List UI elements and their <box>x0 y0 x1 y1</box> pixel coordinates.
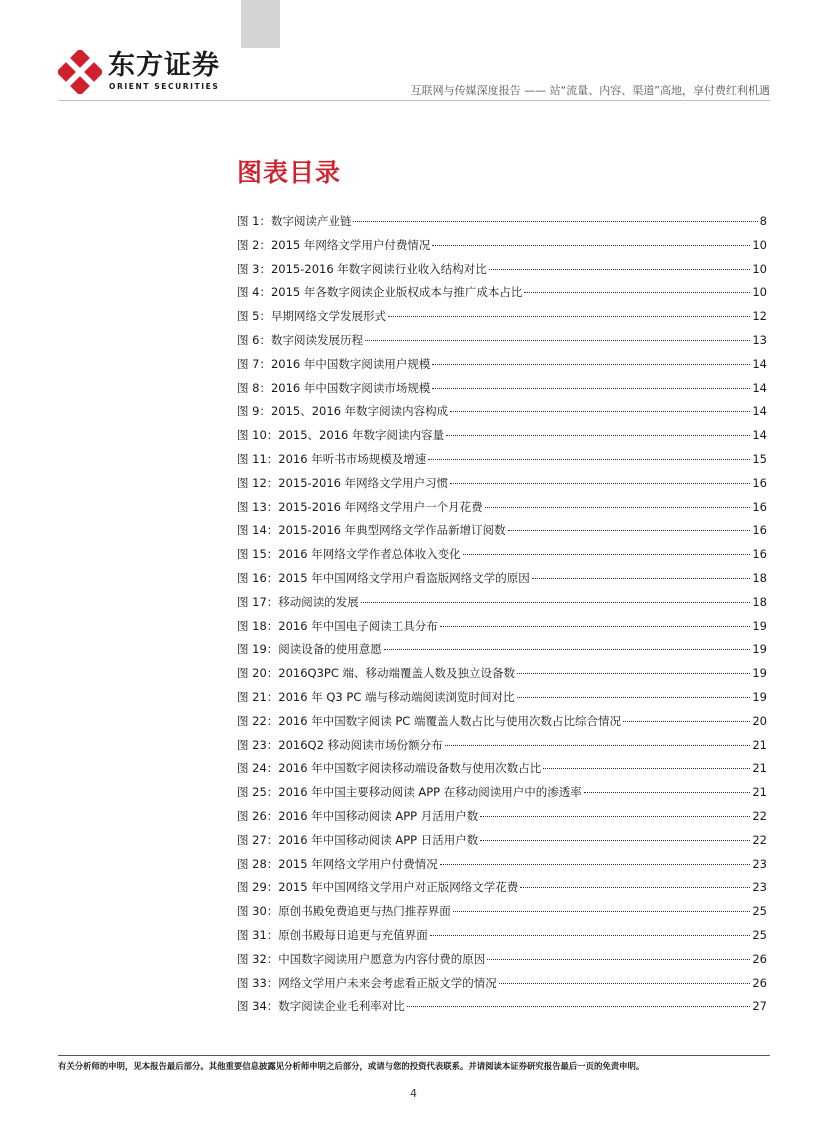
header-top-bar <box>241 0 280 48</box>
toc-dot-leader <box>432 364 750 365</box>
footer-divider <box>58 1055 770 1056</box>
toc-entry-page: 10 <box>752 237 767 252</box>
toc-dot-leader <box>480 816 750 817</box>
toc-dot-leader <box>487 959 750 960</box>
toc-entry[interactable] <box>237 497 767 521</box>
toc-entry-label: 图 4：2015 年各数字阅读企业版权成本与推广成本占比 <box>237 285 523 300</box>
toc-entry[interactable] <box>237 973 767 997</box>
header-divider <box>58 100 770 101</box>
toc-dot-leader <box>584 792 751 793</box>
toc-entry-label: 图 15：2016 年网络文学作者总体收入变化 <box>237 547 461 562</box>
toc-entry-label: 图 8：2016 年中国数字阅读市场规模 <box>237 380 431 395</box>
toc-dot-leader <box>532 578 751 579</box>
toc-entry-label: 图 20：2016Q3PC 端、移动端覆盖人数及独立设备数 <box>237 666 516 681</box>
toc-entry-label: 图 34：数字阅读企业毛利率对比 <box>237 999 405 1014</box>
toc-entry-label: 图 12：2015-2016 年网络文学用户习惯 <box>237 475 449 490</box>
toc-entry-label: 图 24：2016 年中国数字阅读移动端设备数与使用次数占比 <box>237 761 542 776</box>
toc-entry-page: 21 <box>752 737 767 752</box>
toc-dot-leader <box>517 697 751 698</box>
toc-entry[interactable] <box>237 378 767 402</box>
toc-entry-page: 25 <box>752 927 767 942</box>
toc-entry-page: 8 <box>759 214 767 228</box>
toc-entry[interactable] <box>237 616 767 640</box>
toc-entry-page: 22 <box>752 832 767 847</box>
toc-dot-leader <box>453 911 751 912</box>
toc-entry-label: 图 21：2016 年 Q3 PC 端与移动端阅读浏览时间对比 <box>237 689 515 704</box>
toc-entry[interactable] <box>237 949 767 973</box>
toc-entry-page: 26 <box>752 951 767 966</box>
toc-entry[interactable] <box>237 592 767 616</box>
toc-entry-page: 13 <box>752 332 767 347</box>
toc-entry[interactable] <box>237 782 767 806</box>
toc-entry-label: 图 5：早期网络文学发展形式 <box>237 309 386 324</box>
toc-entry-label: 图 3：2015-2016 年数字阅读行业收入结构对比 <box>237 261 487 276</box>
toc-entry[interactable] <box>237 996 767 1020</box>
toc-entry[interactable] <box>237 354 767 378</box>
toc-dot-leader <box>480 840 750 841</box>
orient-logo-icon <box>58 50 102 94</box>
toc-entry-page: 16 <box>752 523 767 538</box>
toc-dot-leader <box>432 245 750 246</box>
toc-entry[interactable] <box>237 901 767 925</box>
toc-entry-page: 23 <box>752 856 767 871</box>
toc-entry-label: 图 26：2016 年中国移动阅读 APP 月活用户数 <box>237 808 479 823</box>
toc-dot-leader <box>489 269 751 270</box>
toc-entry-label: 图 2：2015 年网络文学用户付费情况 <box>237 237 431 252</box>
company-logo <box>58 49 238 95</box>
toc-entry-label: 图 32：中国数字阅读用户愿意为内容付费的原因 <box>237 951 486 966</box>
toc-entry-page: 16 <box>752 547 767 562</box>
toc-dot-leader <box>430 935 751 936</box>
toc-entry-page: 10 <box>752 285 767 300</box>
toc-entry[interactable] <box>237 568 767 592</box>
toc-entry-page: 20 <box>752 713 767 728</box>
toc-entry-label: 图 30：原创书殿免费追更与热门推荐界面 <box>237 904 451 919</box>
toc-entry[interactable] <box>237 687 767 711</box>
toc-entry-label: 图 16：2015 年中国网络文学用户看盗版网络文学的原因 <box>237 570 530 585</box>
toc-entry-label: 图 7：2016 年中国数字阅读用户规模 <box>237 356 431 371</box>
toc-entry-label: 图 10：2015、2016 年数字阅读内容量 <box>237 428 444 443</box>
toc-entry-page: 16 <box>752 499 767 514</box>
toc-entry[interactable] <box>237 306 767 330</box>
toc-entry-label: 图 28：2015 年网络文学用户付费情况 <box>237 856 438 871</box>
toc-entry-label: 图 14：2015-2016 年典型网络文学作品新增订阅数 <box>237 523 506 538</box>
toc-entry-label: 图 11：2016 年听书市场规模及增速 <box>237 451 427 466</box>
toc-entry[interactable] <box>237 711 767 735</box>
toc-entry[interactable] <box>237 235 767 259</box>
brand-name-en: ORIENT SECURITIES <box>109 82 220 91</box>
toc-entry-page: 22 <box>752 808 767 823</box>
toc-entry-page: 26 <box>752 975 767 990</box>
toc-dot-leader <box>440 626 751 627</box>
toc-entry-page: 16 <box>752 475 767 490</box>
toc-entry[interactable] <box>237 735 767 759</box>
footer-disclaimer: 有关分析师的申明，见本报告最后部分。其他重要信息披露见分析师申明之后部分，或请与您的投资代表联系。并请阅读本证券研究报告最后一页的免责申明。 <box>58 1061 645 1071</box>
toc-dot-leader <box>361 602 751 603</box>
toc-dot-leader <box>520 887 750 888</box>
toc-dot-leader <box>445 745 751 746</box>
toc-entry-label: 图 9：2015、2016 年数字阅读内容构成 <box>237 404 449 419</box>
report-header-title: 互联网与传媒深度报告 —— 站“流量、内容、渠道”高地，享付费红利机遇 <box>410 84 770 97</box>
toc-entry-label: 图 17：移动阅读的发展 <box>237 594 359 609</box>
section-title: 图表目录 <box>237 158 342 187</box>
toc-dot-leader <box>508 530 751 531</box>
toc-entry-page: 19 <box>752 642 767 657</box>
toc-entry[interactable] <box>237 211 767 235</box>
toc-dot-leader <box>353 221 757 222</box>
toc-entry-label: 图 25：2016 年中国主要移动阅读 APP 在移动阅读用户中的渗透率 <box>237 785 582 800</box>
toc-entry[interactable] <box>237 639 767 663</box>
toc-entry-label: 图 31：原创书殿每日追更与充值界面 <box>237 927 428 942</box>
toc-entry-page: 14 <box>752 380 767 395</box>
toc-entry[interactable] <box>237 544 767 568</box>
toc-entry-label: 图 19：阅读设备的使用意愿 <box>237 642 382 657</box>
toc-dot-leader <box>388 316 750 317</box>
toc-entry-label: 图 22：2016 年中国数字阅读 PC 端覆盖人数占比与使用次数占比综合情况 <box>237 713 621 728</box>
page-number: 4 <box>410 1087 417 1100</box>
brand-name-cn: 东方证券 <box>108 50 220 81</box>
toc-dot-leader <box>440 864 751 865</box>
toc-entry[interactable] <box>237 425 767 449</box>
toc-entry-page: 14 <box>752 404 767 419</box>
toc-dot-leader <box>623 721 750 722</box>
toc-entry[interactable] <box>237 830 767 854</box>
toc-entry-page: 18 <box>752 570 767 585</box>
toc-entry[interactable] <box>237 877 767 901</box>
toc-entry[interactable] <box>237 854 767 878</box>
toc-dot-leader <box>407 1006 751 1007</box>
toc-entry-page: 23 <box>752 880 767 895</box>
toc-entry-label: 图 18：2016 年中国电子阅读工具分布 <box>237 618 438 633</box>
toc-dot-leader <box>384 649 751 650</box>
toc-entry-page: 10 <box>752 261 767 276</box>
toc-entry[interactable] <box>237 806 767 830</box>
toc-entry-label: 图 27：2016 年中国移动阅读 APP 日活用户数 <box>237 832 479 847</box>
toc-dot-leader <box>428 459 750 460</box>
toc-dot-leader <box>432 388 750 389</box>
toc-entry[interactable] <box>237 449 767 473</box>
toc-entry-label: 图 33：网络文学用户未来会考虑看正版文学的情况 <box>237 975 497 990</box>
toc-entry[interactable] <box>237 401 767 425</box>
toc-dot-leader <box>365 340 750 341</box>
toc-entry-page: 21 <box>752 785 767 800</box>
toc-entry-page: 21 <box>752 761 767 776</box>
toc-entry-label: 图 13：2015-2016 年网络文学用户一个月花费 <box>237 499 483 514</box>
toc-entry-page: 14 <box>752 428 767 443</box>
toc-dot-leader <box>485 507 751 508</box>
toc-entry-label: 图 6：数字阅读发展历程 <box>237 332 363 347</box>
toc-dot-leader <box>543 768 750 769</box>
toc-dot-leader <box>517 673 750 674</box>
toc-entry-page: 12 <box>752 309 767 324</box>
toc-entry[interactable] <box>237 758 767 782</box>
toc-entry-page: 19 <box>752 666 767 681</box>
toc-entry-page: 25 <box>752 904 767 919</box>
toc-dot-leader <box>446 435 750 436</box>
figure-table-of-contents <box>237 211 767 1020</box>
toc-entry[interactable] <box>237 282 767 306</box>
toc-dot-leader <box>499 983 751 984</box>
toc-dot-leader <box>450 483 750 484</box>
toc-entry-page: 27 <box>752 999 767 1014</box>
toc-entry[interactable] <box>237 925 767 949</box>
toc-entry[interactable] <box>237 520 767 544</box>
toc-dot-leader <box>463 554 751 555</box>
toc-entry[interactable] <box>237 663 767 687</box>
toc-entry-page: 14 <box>752 356 767 371</box>
toc-dot-leader <box>524 292 750 293</box>
toc-entry-page: 19 <box>752 689 767 704</box>
toc-entry-page: 19 <box>752 618 767 633</box>
toc-entry-page: 15 <box>752 451 767 466</box>
toc-dot-leader <box>450 411 750 412</box>
toc-entry[interactable] <box>237 330 767 354</box>
toc-entry-page: 18 <box>752 594 767 609</box>
toc-entry[interactable] <box>237 473 767 497</box>
toc-entry[interactable] <box>237 259 767 283</box>
toc-entry-label: 图 23：2016Q2 移动阅读市场份额分布 <box>237 737 443 752</box>
toc-entry-label: 图 1：数字阅读产业链 <box>237 214 352 228</box>
toc-entry-label: 图 29：2015 年中国网络文学用户对正版网络文学花费 <box>237 880 519 895</box>
